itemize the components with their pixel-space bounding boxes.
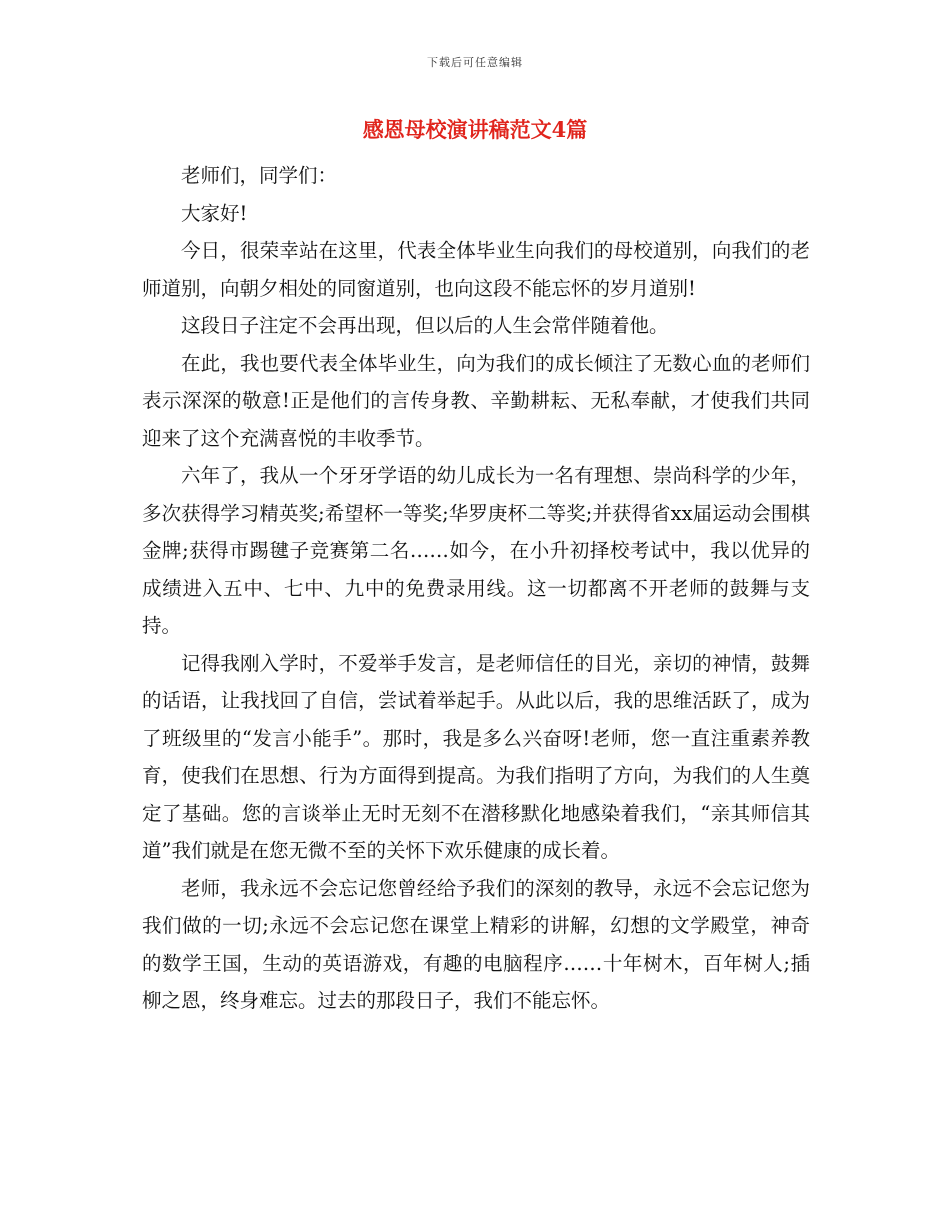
paragraph-greeting-1: 老师们，同学们： bbox=[181, 164, 338, 187]
paragraph: 六年了，我从一个牙牙学语的幼儿成长为一名有理想、崇尚科学的少年，多次获得学习精英奖;希望杯一等奖;华罗庚杯二等奖;并获得省xx届运动会围棋金牌;获得市踢毽子竞赛第二名……如今，在小升初择校考试中，我以优异的成绩进入五中、七中、九中的免费录用线。这一切都离不开老师的鼓舞与支持。 bbox=[142, 464, 810, 637]
paragraph-greeting-2: 大家好! bbox=[181, 201, 248, 225]
paragraph: 老师，我永远不会忘记您曾经给予我们的深刻的教导，永远不会忘记您为我们做的一切;永远不会忘记您在课堂上精彩的讲解，幻想的文学殿堂，神奇的数学王国，生动的英语游戏，有趣的电脑程序……十年树木，百年树人;插柳之恩，终身难忘。过去的那段日子，我们不能忘怀。 bbox=[142, 876, 810, 1012]
paragraph: 记得我刚入学时，不爱举手发言，是老师信任的目光，亲切的神情，鼓舞的话语，让我找回了自信，尝试着举起手。从此以后，我的思维活跃了，成为了班级里的“发言小能手”。那时，我是多么兴奋呀!老师，您一直注重素养教育，使我们在思想、行为方面得到提高。为我们指明了方向，为我们的人生奠定了基础。您的言谈举止无时无刻不在潜移默化地感染着我们，“亲其师信其道”我们就是在您无微不至的关怀下欢乐健康的成长着。 bbox=[142, 651, 810, 862]
document-title: 感恩母校演讲稿范文4篇 bbox=[362, 117, 588, 142]
paragraph: 今日，很荣幸站在这里，代表全体毕业生向我们的母校道别，向我们的老师道别，向朝夕相处的同窗道别，也向这段不能忘怀的岁月道别! bbox=[142, 239, 810, 300]
paragraph: 在此，我也要代表全体毕业生，向为我们的成长倾注了无数心血的老师们表示深深的敬意!正是他们的言传身教、辛勤耕耘、无私奉献，才使我们共同迎来了这个充满喜悦的丰收季节。 bbox=[142, 351, 810, 450]
page-header: 下载后可任意编辑 bbox=[427, 56, 523, 69]
paragraph: 这段日子注定不会再出现，但以后的人生会常伴随着他。 bbox=[181, 314, 669, 337]
document-body bbox=[142, 157, 810, 1020]
